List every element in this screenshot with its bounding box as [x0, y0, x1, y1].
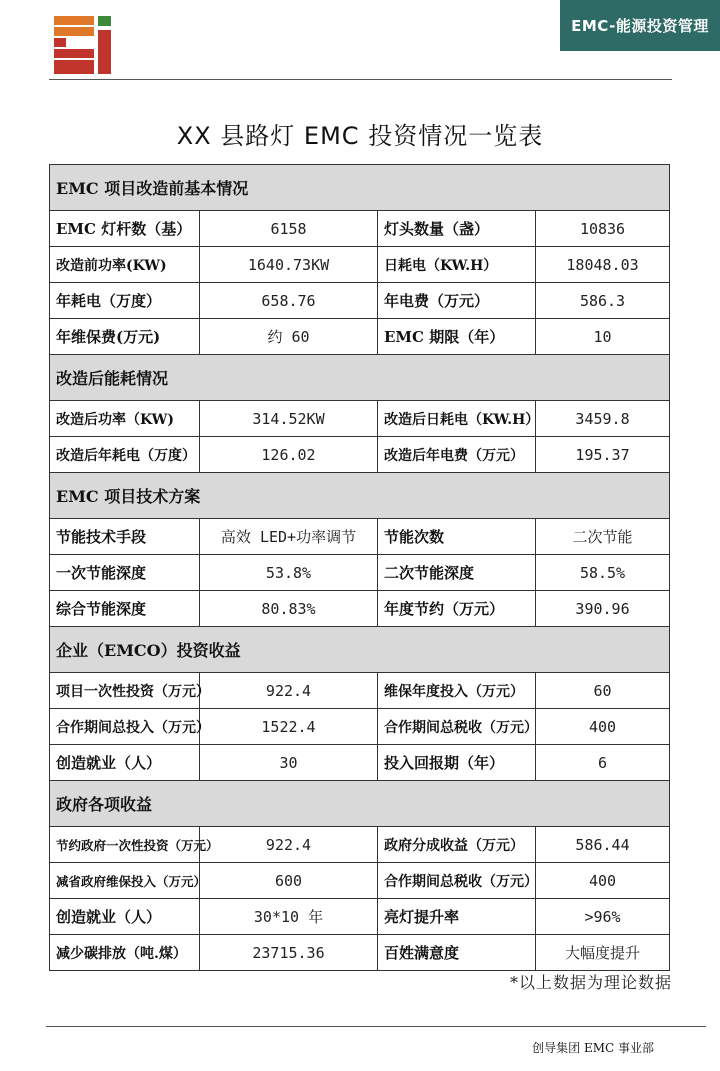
row-label: 一次节能深度 — [50, 555, 200, 591]
row-label: 改造前功率(KW) — [50, 247, 200, 283]
row-value: 922.4 — [200, 673, 378, 709]
row-value: 二次节能 — [536, 519, 670, 555]
row-label: 维保年度投入（万元） — [378, 673, 536, 709]
section-header — [50, 165, 670, 211]
row-value: 约 60 — [200, 319, 378, 355]
row-value: 10836 — [536, 211, 670, 247]
row-label: EMC 期限（年） — [378, 319, 536, 355]
row-label: 创造就业（人） — [50, 745, 200, 781]
row-label: 减少碳排放（吨.煤） — [50, 935, 200, 971]
table-row — [50, 211, 670, 247]
footer-text: 创导集团 EMC 事业部 — [532, 1041, 654, 1055]
row-value: 30*10 年 — [200, 899, 378, 935]
table-row — [50, 319, 670, 355]
row-value: 58.5% — [536, 555, 670, 591]
row-label: 年耗电（万度） — [50, 283, 200, 319]
row-value: >96% — [536, 899, 670, 935]
row-value: 80.83% — [200, 591, 378, 627]
row-value: 18048.03 — [536, 247, 670, 283]
table-row — [50, 437, 670, 473]
row-value: 23715.36 — [200, 935, 378, 971]
row-label: 综合节能深度 — [50, 591, 200, 627]
row-label: 合作期间总税收（万元） — [378, 709, 536, 745]
investment-table — [49, 164, 670, 971]
row-value: 6158 — [200, 211, 378, 247]
table-row — [50, 673, 670, 709]
row-value: 53.8% — [200, 555, 378, 591]
row-label: 合作期间总税收（万元） — [378, 863, 536, 899]
row-value: 126.02 — [200, 437, 378, 473]
row-value: 60 — [536, 673, 670, 709]
row-value: 922.4 — [200, 827, 378, 863]
section-title: 改造后能耗情况 — [50, 355, 670, 401]
row-value: 1522.4 — [200, 709, 378, 745]
row-value: 586.3 — [536, 283, 670, 319]
row-label: 项目一次性投资（万元） — [50, 673, 200, 709]
section-header — [50, 473, 670, 519]
row-value: 658.76 — [200, 283, 378, 319]
section-header — [50, 355, 670, 401]
section-header — [50, 781, 670, 827]
section-title: 政府各项收益 — [50, 781, 670, 827]
section-header — [50, 627, 670, 673]
row-label: 改造后年电费（万元） — [378, 437, 536, 473]
row-label: 节能技术手段 — [50, 519, 200, 555]
row-label: 年度节约（万元） — [378, 591, 536, 627]
row-label: 百姓满意度 — [378, 935, 536, 971]
row-label: 日耗电（KW.H） — [378, 247, 536, 283]
table-row — [50, 935, 670, 971]
table-row — [50, 591, 670, 627]
row-value: 314.52KW — [200, 401, 378, 437]
footer-divider — [46, 1026, 706, 1027]
row-label: 亮灯提升率 — [378, 899, 536, 935]
row-label: 改造后日耗电（KW.H） — [378, 401, 536, 437]
table-row — [50, 899, 670, 935]
row-value: 30 — [200, 745, 378, 781]
table-row — [50, 863, 670, 899]
table-row — [50, 283, 670, 319]
row-label: 合作期间总投入（万元） — [50, 709, 200, 745]
row-value: 3459.8 — [536, 401, 670, 437]
disclaimer-note: *以上数据为理论数据 — [509, 973, 672, 992]
row-value: 1640.73KW — [200, 247, 378, 283]
section-title: EMC 项目技术方案 — [50, 473, 670, 519]
table-row — [50, 519, 670, 555]
table-row — [50, 401, 670, 437]
row-value: 6 — [536, 745, 670, 781]
row-value: 195.37 — [536, 437, 670, 473]
row-label: 投入回报期（年） — [378, 745, 536, 781]
company-logo — [54, 16, 112, 74]
row-label: 年维保费(万元) — [50, 319, 200, 355]
row-value: 400 — [536, 709, 670, 745]
row-value: 高效 LED+功率调节 — [200, 519, 378, 555]
row-label: 减省政府维保投入（万元） — [50, 863, 200, 899]
row-label: 改造后功率（KW) — [50, 401, 200, 437]
row-label: 改造后年耗电（万度） — [50, 437, 200, 473]
row-value: 大幅度提升 — [536, 935, 670, 971]
section-title: EMC 项目改造前基本情况 — [50, 165, 670, 211]
header-divider — [49, 79, 672, 80]
row-value: 400 — [536, 863, 670, 899]
row-value: 10 — [536, 319, 670, 355]
row-value: 586.44 — [536, 827, 670, 863]
row-value: 600 — [200, 863, 378, 899]
row-value: 390.96 — [536, 591, 670, 627]
row-label: 灯头数量（盏） — [378, 211, 536, 247]
table-row — [50, 745, 670, 781]
row-label: 二次节能深度 — [378, 555, 536, 591]
row-label: EMC 灯杆数（基） — [50, 211, 200, 247]
header-badge: EMC-能源投资管理 — [560, 0, 720, 51]
page-title: XX 县路灯 EMC 投资情况一览表 — [176, 122, 544, 150]
row-label: 节能次数 — [378, 519, 536, 555]
table-row — [50, 555, 670, 591]
section-title: 企业（EMCO）投资收益 — [50, 627, 670, 673]
row-label: 节约政府一次性投资（万元） — [50, 827, 200, 863]
table-row — [50, 709, 670, 745]
row-label: 创造就业（人） — [50, 899, 200, 935]
table-row — [50, 827, 670, 863]
row-label: 年电费（万元） — [378, 283, 536, 319]
table-row — [50, 247, 670, 283]
row-label: 政府分成收益（万元） — [378, 827, 536, 863]
